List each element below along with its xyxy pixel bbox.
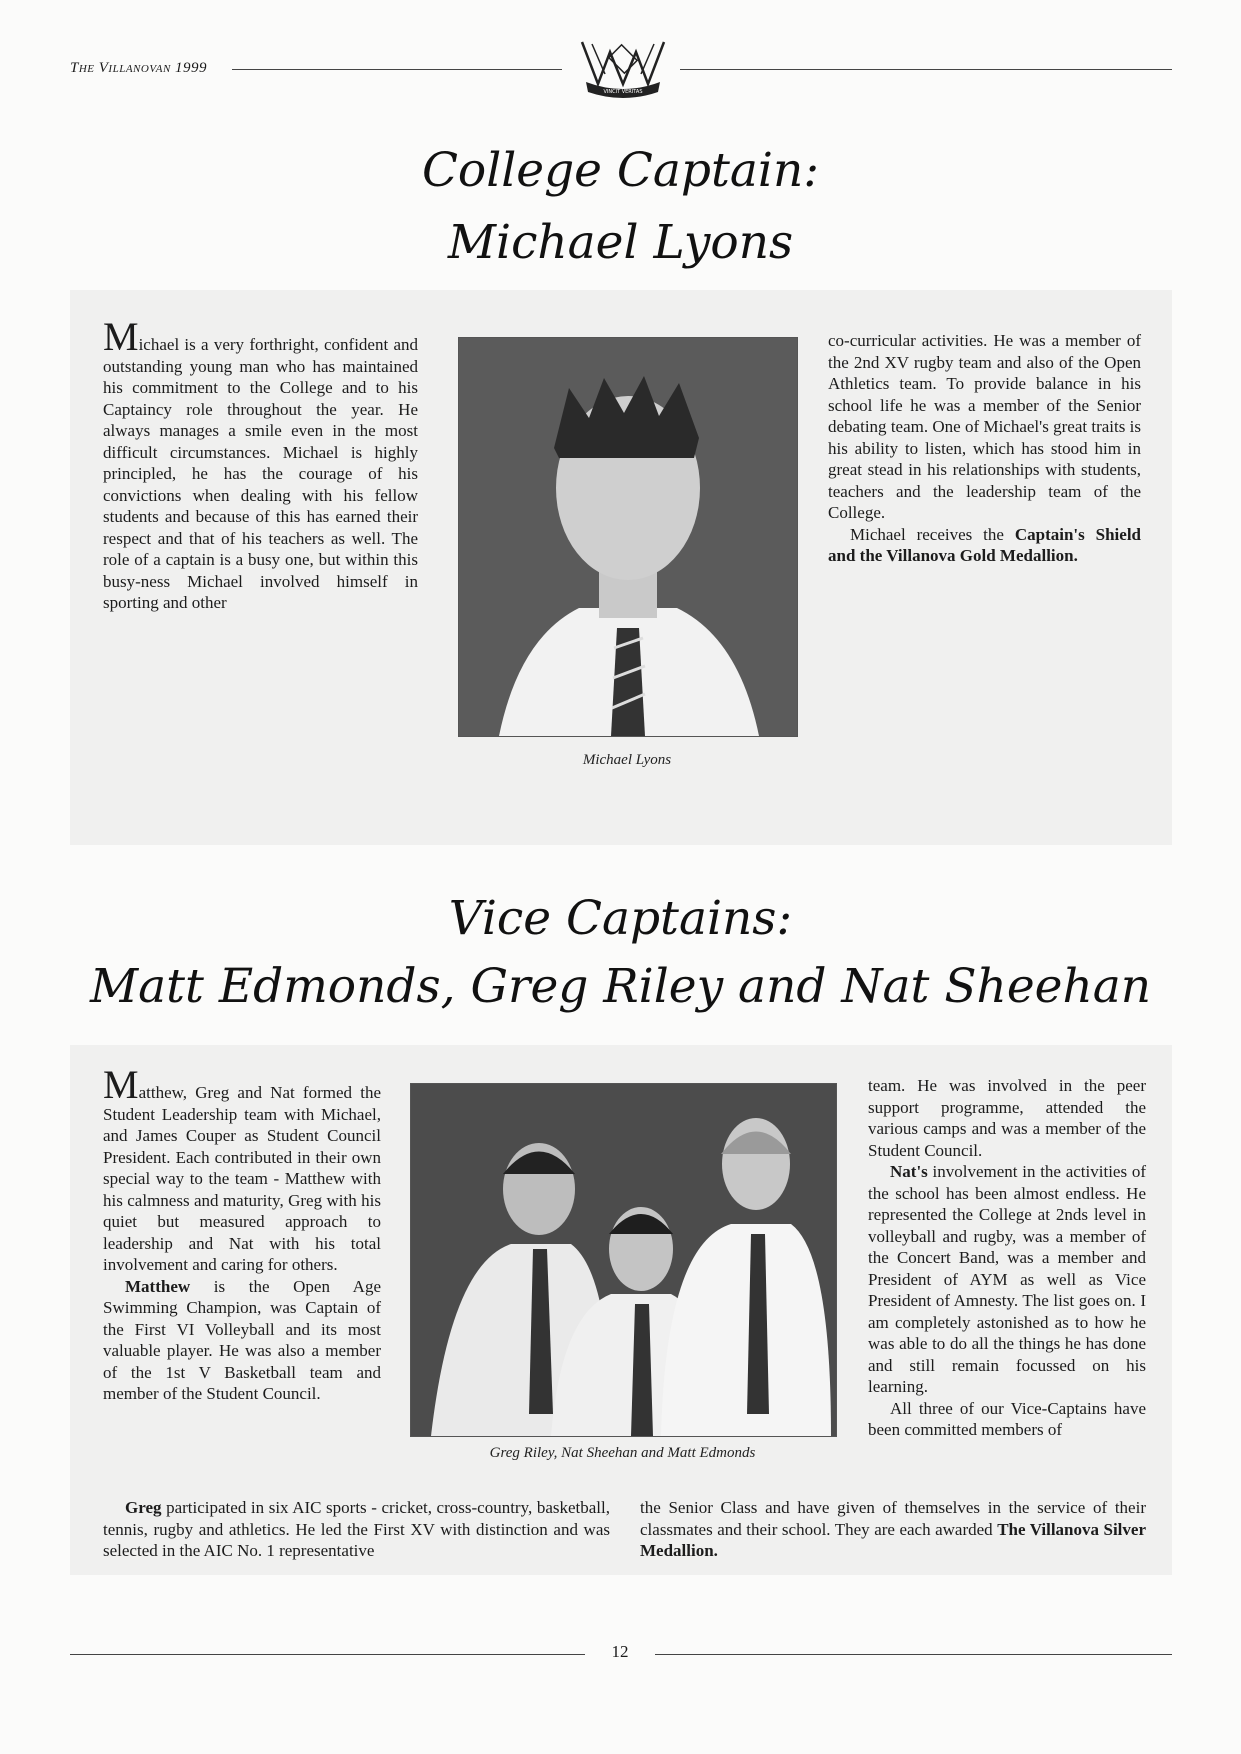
michael-lyons-photo: [458, 337, 798, 737]
captain-col1-text: ichael is a very forthright, confident and outstanding young man who has maintained his commitment to the College and to his Captaincy role throughout the year. He always manages a smile even in the most difficult circumstances. Michael is highly principled, he has the courage of his convictions when dealing with his fellow students and because of this has earned their respect and that of his teachers as well. The role of a captain is a busy one, but within this busy-ness Michael involved himself in sporting and other: [103, 335, 418, 612]
running-title: The Villanovan 1999: [70, 60, 208, 76]
captain-col1: [103, 314, 418, 614]
footer-rule-left: [70, 1654, 585, 1655]
vice-col1: Matthew, Greg and Nat formed the Student Leadership team with Michael, and James Couper as Student Council President. Each contributed in their own special way to the team - Matthew with his calmness and maturity, Greg with his quiet but measured approach to leadership and Nat with his total involvement and caring for others. Matthew is the Open Age Swimming Champion, was Captain of the First VI Volleyball and its most valuable player. He was also a member of the 1st V Basketball team and member of the Student Council.: [103, 1062, 381, 1403]
dropcap: M: [103, 314, 139, 359]
vice-bottom-left: Greg participated in six AIC sports - cricket, cross-country, basketball, tennis, rugby and athletics. He led the First XV with distinction and was selected in the AIC No. 1 representative: [103, 1498, 610, 1560]
captain-award: Captain's Shield and the Villanova Gold Medallion.: [828, 524, 1142, 565]
vice-bottom-right: the Senior Class and have given of themselves in the service of their classmates and their school. They are each awarded The Villanova Silver Medallion.: [640, 1498, 1146, 1560]
footer-rule-right: [655, 1654, 1172, 1655]
header-rule-left: [232, 69, 562, 70]
school-crest-logo: [578, 38, 668, 100]
captain-heading: [0, 140, 1241, 274]
vice-photo-caption: Greg Riley, Nat Sheehan and Matt Edmonds: [489, 1445, 756, 1461]
captain-col2-para1: co-curricular activities. He was a member of the 2nd XV rugby team and also of the Open Athletics team. To provide balance in his school life he was a member of the Senior debating team. One of Michael's great traits is his ability to listen, which has stood him in great stead in his relationships with students, teachers and the leadership team of the College.: [828, 331, 1141, 522]
captain-heading-line2: Michael Lyons: [447, 215, 794, 270]
captain-heading-line1: College Captain:: [421, 143, 820, 198]
vice-captains-photo: [410, 1083, 837, 1437]
captain-col2: co-curricular activities. He was a member of the 2nd XV rugby team and also of the Open Athletics team. To provide balance in his school life he was a member of the Senior debating team. One of Michael's great traits is his ability to listen, which has stood him in great stead in his relationships with students, teachers and the leadership team of the College. Michael receives the Captain's Shield and the Villanova Gold Medallion.: [828, 331, 1142, 565]
header-rule-right: [680, 69, 1172, 70]
vice-heading-line1: Vice Captains:: [448, 891, 793, 946]
vice-col3: team. He was involved in the peer support programme, attended the various camps and was a member of the Student Council. Nat's involvement in the activities of the school has been almost endless. He represented the College at 2nds level in volleyball and rugby, was a member of the Concert Band, was a member and President of AYM as well as Vice President of Amnesty. The list goes on. I am completely astonished as to how he was able to do all the things he has done and still remain focussed on his learning. All three of our Vice-Captains have been committed members of: [868, 1076, 1146, 1439]
captain-photo-caption: Michael Lyons: [582, 752, 672, 768]
dropcap: M: [103, 1062, 139, 1107]
page-number: 12: [611, 1642, 629, 1661]
crest-motto: VINCIT VERITAS: [603, 89, 643, 95]
vice-heading-line2: Matt Edmonds, Greg Riley and Nat Sheehan: [89, 959, 1152, 1014]
vice-heading: [0, 888, 1241, 1018]
